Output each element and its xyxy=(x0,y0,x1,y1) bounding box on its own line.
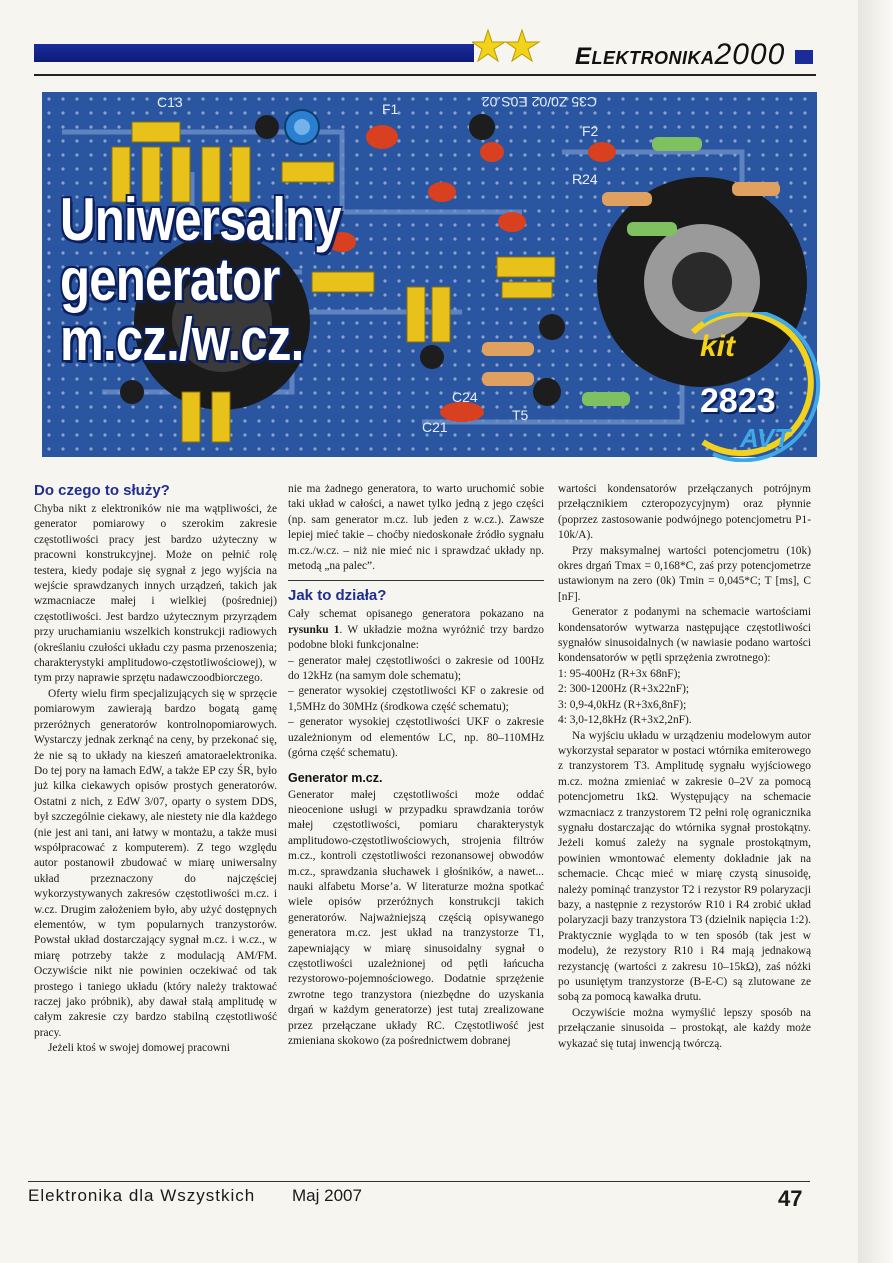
kit-brand: AVT xyxy=(740,423,791,453)
svg-text:R24: R24 xyxy=(572,171,598,187)
section-heading: Jak to działa? xyxy=(288,587,387,605)
list-item: – generator wysokiej częstotliwości UKF o zakresie uzależnionym od elementów LC, np. 80–110MHz (górna część schematu). xyxy=(288,716,544,760)
paragraph: Cały schemat opisanego generatora pokazano na rysunku 1. W układzie można wyróżnić trzy bardzo podobne bloki funkcjonalne: xyxy=(288,608,544,652)
list-item: 4: 3,0-12,8kHz (R+3x2,2nF). xyxy=(558,714,692,727)
figure-reference: rysunku 1 xyxy=(288,623,340,636)
subsection-heading: Generator m.cz. xyxy=(288,770,383,785)
page-edge xyxy=(858,0,893,1263)
magazine-logo: ELEKTRONIKA2000 xyxy=(575,38,786,71)
svg-text:C24: C24 xyxy=(452,389,478,405)
list-item: 3: 0,9-4,0kHz (R+3x6,8nF); xyxy=(558,698,687,711)
svg-text:F1: F1 xyxy=(382,101,399,117)
text-column-1 xyxy=(34,482,277,1057)
svg-text:F2: F2 xyxy=(582,123,599,139)
svg-text:C21: C21 xyxy=(422,419,448,435)
footer-magazine-name: Elektronika dla Wszystkich xyxy=(28,1186,256,1205)
title-line-2: generator xyxy=(60,246,280,313)
svg-text:C35 Z0/02 E0S.02: C35 Z0/02 E0S.02 xyxy=(481,94,597,110)
page-number: 47 xyxy=(778,1186,803,1211)
paragraph: Oczywiście można wymyślić lepszy sposób na przełączanie sinusoida – prostokąt, ale każdy może wykazać się tutaj inwencją twórczą. xyxy=(558,1006,811,1050)
paragraph: Na wyjściu układu w urządzeniu modelowym autor wykorzystał separator w postaci wtórnika emiterowego z tranzystorem T3. Amplitudę sygnału wyjściowego m.cz. można zmieniać w zakresie 0–2V za pomocą potencjometru 1kΩ. Występujący na schemacie wzmacniacz z tranzystorem T2 pełni rolę ogranicznika sygnału dostarczając do wtórnika sygnał prostokątny. Jeżeli komuś zależy na sygnale prostokątnym, powinien wmontować elementy dokładnie jak na schemacie. Chcąc mieć w miarę czystą sinusoidę, należy pominąć tranzystor T2 i rezystor R9 polaryzacji bazy, a następnie z rezystorów R10 i R4 zrobić układ polaryzacji bazy tranzystora T3 (dzielnik napięcia 1:2). Praktycznie wygląda to w ten sposób (tak jest w modelu), że rezystory R10 i R4 mają jednakową rezystancję (wartości z zakresu 10–15kΩ), zaś nóżki po usuniętym tranzystorze (B-E-C) są zlutowane ze sobą za pomocą kawałka drutu. xyxy=(558,729,811,1004)
paragraph: Jeżeli ktoś w swojej domowej pracowni xyxy=(48,1042,230,1055)
paragraph: wartości kondensatorów przełączanych potrójnym przełącznikiem czteropozycyjnym) oraz płynnie (poprzez zastosowanie podwójnego potencjometru P1-10k/A). xyxy=(558,483,811,542)
title-line-1: Uniwersalny xyxy=(60,186,341,253)
section-divider xyxy=(288,580,544,581)
header-bar xyxy=(34,44,474,62)
paragraph: Przy maksymalnej wartości potencjometru (10k) okres drgań Tmax = 0,168*C, zaś przy potencjometrze ustawionym na zero (0k) Tmin = 0,045*C; T [ms], C [nF]. xyxy=(558,544,811,603)
list-item: – generator małej częstotliwości o zakresie od 100Hz do 12kHz (na samym dole schematu); xyxy=(288,654,544,683)
list-item: 2: 300-1200Hz (R+3x22nF); xyxy=(558,683,690,696)
header-square xyxy=(795,50,813,64)
footer-issue: Maj 2007 xyxy=(292,1186,362,1205)
title-line-3: m.cz./w.cz. xyxy=(60,306,304,373)
list-item: – generator wysokiej częstotliwości KF o zakresie od 1,5MHz do 30MHz (środkowa część schematu); xyxy=(288,685,544,713)
text-column-2 xyxy=(288,482,544,1049)
text-column-3 xyxy=(558,482,811,1052)
kit-number: 2823 xyxy=(700,382,776,420)
article-title xyxy=(60,186,341,373)
header-rule xyxy=(34,74,816,76)
paragraph: Oferty wielu firm specjalizujących się w sprzęcie pomiarowym zawierają bardzo bogatą gamę przeróżnych generatorów kontrolnopomiarowych. Wystarczy jednak zerknąć na ceny, by przekonać się, że nie są to układy na kieszeń amatoraelektronika. Do tej pory na łamach EdW, a także EP czy ŚR, było już kilka ciekawych opisów prostych generatorów. Ostatni z nich, z EdW 3/07, oparty o system DDS, był szczególnie ciekawy, ale niestety nie dla każdego (nie jest ani tani, ani łatwy w montażu, a także musi współpracować z komputerem). Z tego względu autor postanowił zbudować w miarę uniwersalny układ przeznaczony do najczęściej wykorzystywanych zakresów częstotliwości m.cz. i w.cz. Drugim założeniem było, aby użyć dostępnych elementów, w tym popularnych tranzystorów. Powstał układ dostarczający sygnał m.cz. i w.cz., w miarę potrzeby także z modulacją AM/FM. Oczywiście nikt nie powinien oczekiwać od tak prostego i taniego układu (który należy traktować raczej jako próbnik), aby dawał stałą amplitudę w całym zakresie czy bardzo stabilną częstotliwość pracy. xyxy=(34,687,277,1039)
paragraph: Chyba nikt z elektroników nie ma wątpliwości, że generator pomiarowy o szerokim zakresie częstotliwości pracy jest bardzo użyteczny w pracowni konstrukcyjnej. Może on pełnić rolę testera, kiedy podaje się sygnał z jego wyjścia na wejście sprawdzanych innych urządzeń, takich jak wzmacniacze małej i wielkiej (pośredniej) częstotliwości. Jest bardzo użytecznym przyrządem przy uruchamianiu wszelkich konstrukcji radiowych (określaniu czułości układu czy pasma przenoszenia; charakterystyki amplitudowo-częstotliwościowej), w tym przy naprawie sprzętu nadawczoodbiorczego. xyxy=(34,503,277,685)
svg-text:T5: T5 xyxy=(512,407,529,423)
svg-text:C13: C13 xyxy=(157,94,183,110)
stars-icon xyxy=(472,28,542,68)
paragraph: nie ma żadnego generatora, to warto uruchomić sobie taki układ w całości, a nawet tylko jedną z jego części (np. sam generator m.cz. lub jeden z w.cz.). Zawsze lepiej mieć takie – choćby niedoskonałe źródło sygnału m.cz./w.cz. – niż nie mieć nic i sprawdzać układy np. metodą „na palec”. xyxy=(288,483,544,573)
section-heading: Do czego to służy? xyxy=(34,482,170,499)
footer-rule xyxy=(28,1181,810,1182)
paragraph: Generator z podanymi na schemacie wartościami kondensatorów wytwarza następujące częstotliwości sygnałów sinusoidalnych (w nawiasie podano wartości kondensatorów w pętli sprzężenia zwrotnego): xyxy=(558,606,811,665)
kit-label: kit xyxy=(700,330,736,363)
list-item: 1: 95-400Hz (R+3x 68nF); xyxy=(558,667,681,680)
paragraph: Generator małej częstotliwości może oddać nieocenione usługi w przypadku sprawdzania torów małej częstotliwości, pomiaru charakterystyk amplitudowo-częstotliwościowych, strojenia filtrów m.cz., kontroli częstotliwości rezonansowej obwodów m.cz., sprawdzania słuchawek i głośników, a nawet... nauki alfabetu Morse’a. W literaturze można spotkać wiele opisów przeróżnych konstrukcji takich generatorów. Najważniejszą częścią opisywanego generatora m.cz. jest układ na tranzystorze T1, zapewniający w miarę sinusoidalny sygnał o częstotliwości uzależnionej od pętli łańcucha rezystorowo-pojemnościowego. Dodatnie sprzężenie zwrotne tego tranzystora (niezbędne do uzyskania drgań w każdym generatorze) jest tutaj zrealizowane przez przełączane układy RC. Częstotliwość jest zmieniana skokowo (za pośrednictwem dobranej xyxy=(288,788,544,1047)
